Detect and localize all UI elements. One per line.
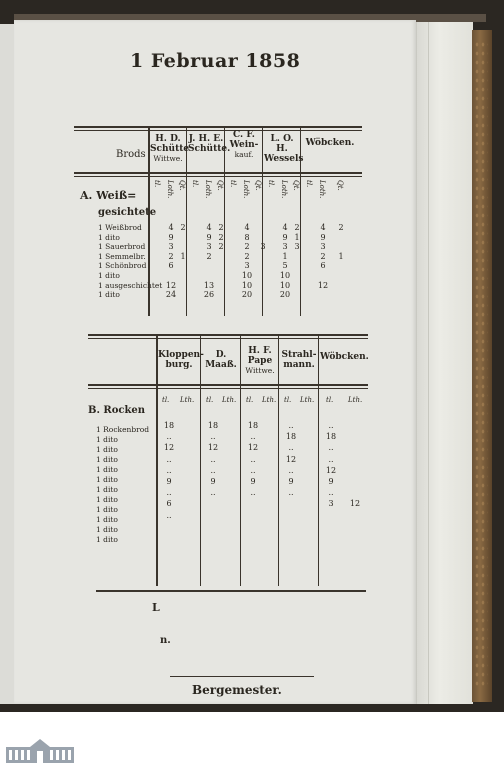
table-cell: 6 [166, 499, 172, 509]
unit-label: Lth. [262, 396, 277, 404]
unit-label: tl. [267, 180, 275, 188]
table-cell: 2 [244, 242, 250, 252]
table-cell: 12 [325, 465, 337, 475]
unit-label: tl. [153, 180, 161, 188]
table-b-col-line [318, 334, 319, 586]
table-cell: 2 [168, 251, 174, 261]
footer-area [0, 712, 504, 767]
table-cell: 3 [260, 242, 266, 252]
row-label: 1 dito [96, 505, 118, 514]
table-cell: 18 [285, 432, 297, 442]
unit-label: tl. [229, 180, 237, 188]
unit-label: Qt. [292, 180, 300, 191]
table-cell: 10 [241, 271, 253, 280]
unit-label: Loth. [204, 180, 212, 199]
row-label: 1 dito [96, 525, 118, 534]
page-fold-line [428, 22, 429, 704]
table-cell: 1 [338, 251, 344, 261]
table-cell: 4 [168, 223, 174, 232]
table-cell: .. [166, 488, 172, 498]
table-cell: 9 [210, 477, 216, 486]
table-a-header-rule [74, 172, 362, 174]
table-cell: 2 [320, 251, 326, 261]
table-cell: 9 [288, 477, 294, 486]
table-cell: 24 [165, 290, 177, 300]
column-header: D. Maaß. [205, 350, 237, 370]
table-cell: 18 [207, 421, 219, 430]
table-cell: 26 [203, 290, 215, 300]
table-cell: 13 [203, 280, 215, 290]
unit-label: Qt. [336, 180, 344, 191]
brods-label: Brods [116, 149, 146, 160]
row-label: 1 dito [96, 535, 118, 544]
table-cell: .. [250, 432, 256, 442]
table-cell: .. [166, 510, 172, 520]
table-cell: 4 [244, 223, 250, 232]
table-cell: 1 [180, 251, 186, 261]
table-b-top-rule [88, 334, 368, 336]
unit-label: Lth. [300, 396, 315, 404]
table-cell: 4 [282, 223, 288, 232]
table-cell: 12 [317, 280, 329, 290]
row-label: 1 dito [96, 515, 118, 524]
table-cell: 18 [163, 421, 175, 430]
table-cell: .. [288, 465, 294, 475]
letter-l: L [152, 601, 160, 614]
table-cell: 18 [247, 421, 259, 430]
column-header: Wöbcken. [320, 352, 369, 362]
column-header: C. F. Wein- kauf. [229, 130, 259, 159]
table-a-top-rule [74, 126, 362, 128]
table-cell: 18 [325, 432, 337, 442]
unit-label: tl. [246, 396, 254, 404]
table-cell: 2 [206, 251, 212, 261]
table-cell: 2 [180, 223, 186, 232]
row-label: 1 Rockenbrod [96, 425, 150, 434]
unit-label: tl. [284, 396, 292, 404]
unit-label: Qt. [254, 180, 262, 191]
table-b-col-line [200, 334, 201, 586]
row-label: 1 dito [96, 475, 118, 484]
row-label: 1 dito [96, 455, 118, 464]
table-cell: 9 [282, 232, 288, 242]
table-cell: .. [250, 454, 256, 464]
section-a-title: A. Weiß= [80, 189, 137, 202]
table-cell: .. [210, 488, 216, 498]
row-label: 1 dito [98, 232, 120, 242]
column-header: Strahl- mann. [281, 350, 317, 370]
column-header: H. F. Pape Wittwe. [245, 346, 275, 375]
column-header: Kloppen- burg. [158, 350, 204, 370]
table-cell: 12 [349, 499, 361, 509]
table-cell: 4 [320, 223, 326, 232]
table-cell: .. [210, 432, 216, 442]
library-building-logo [6, 739, 74, 763]
page-fold [416, 22, 473, 704]
table-cell: 6 [168, 261, 174, 271]
row-label: 1 dito [96, 435, 118, 444]
table-cell: .. [210, 465, 216, 475]
table-b-bottom-rule [96, 590, 366, 592]
table-cell: .. [210, 454, 216, 464]
unit-label: tl. [162, 396, 170, 404]
unit-label: Loth. [166, 180, 174, 199]
table-cell: 3 [320, 242, 326, 252]
column-header: Wöbcken. [305, 138, 355, 148]
table-cell: 10 [279, 271, 291, 280]
table-a-col-line [262, 126, 263, 316]
unit-label: Loth. [280, 180, 288, 199]
table-cell: 2 [244, 251, 250, 261]
unit-label: tl. [191, 180, 199, 188]
table-cell: 20 [241, 290, 253, 300]
row-label: 1 dito [96, 465, 118, 474]
table-cell: 10 [241, 280, 253, 290]
row-label: 1 dito [96, 495, 118, 504]
table-cell: .. [166, 454, 172, 464]
table-cell: .. [328, 488, 334, 498]
table-cell: 5 [282, 261, 288, 271]
table-cell: 3 [244, 261, 250, 271]
unit-label: Lth. [180, 396, 195, 404]
unit-label: Qt. [178, 180, 186, 191]
table-cell: 1 [294, 232, 300, 242]
table-cell: 12 [165, 280, 177, 290]
row-label: 1 ausgeschichtet [98, 280, 163, 290]
table-cell: 2 [294, 223, 300, 232]
table-cell: .. [328, 443, 334, 453]
table-cell: 3 [282, 242, 288, 252]
table-cell: .. [250, 465, 256, 475]
table-b-col-line [278, 334, 279, 586]
unit-label: Lth. [348, 396, 363, 404]
row-label: 1 Sauerbrod [98, 242, 146, 252]
row-label: 1 Weißbrod [98, 223, 142, 232]
unit-label: tl. [305, 180, 313, 188]
table-cell: 3 [168, 242, 174, 252]
table-cell: 10 [279, 280, 291, 290]
table-cell: 3 [328, 499, 334, 509]
column-header: H. D. Schütte Wittwe. [150, 134, 190, 163]
table-cell: 12 [207, 443, 219, 453]
section-a-subtitle: gesichtete [98, 207, 157, 218]
table-b-header-rule [88, 384, 368, 386]
section-b-title: B. Rocken [88, 405, 146, 416]
letter-n: n. [160, 635, 171, 646]
table-cell: 3 [206, 242, 212, 252]
table-cell: 20 [279, 290, 291, 300]
row-label: 1 dito [96, 445, 118, 454]
table-b-top-rule-2 [88, 338, 368, 339]
unit-label: Qt. [216, 180, 224, 191]
table-cell: 12 [247, 443, 259, 453]
table-cell: 9 [320, 232, 326, 242]
table-cell: 12 [285, 454, 297, 464]
unit-label: Loth. [242, 180, 250, 199]
signature: Bergemester. [192, 683, 282, 697]
spine-texture [474, 40, 488, 690]
table-cell: .. [166, 432, 172, 442]
table-cell: 8 [244, 232, 250, 242]
table-cell: .. [250, 488, 256, 498]
row-label: 1 Semmelbr. [98, 251, 146, 261]
table-cell: 4 [206, 223, 212, 232]
table-cell: .. [166, 465, 172, 475]
table-cell: 1 [282, 251, 288, 261]
table-cell: 3 [294, 242, 300, 252]
table-a-col-line [186, 126, 187, 316]
table-cell: 2 [218, 223, 224, 232]
unit-label: tl. [206, 396, 214, 404]
row-label: 1 dito [98, 271, 120, 280]
table-a-header-rule-2 [74, 176, 362, 177]
row-label: 1 Schönbrod [98, 261, 147, 271]
unit-label: Lth. [222, 396, 237, 404]
table-cell: 9 [166, 477, 172, 486]
table-cell: 2 [218, 242, 224, 252]
table-a-top-rule-2 [74, 130, 362, 131]
table-b-header-rule-2 [88, 388, 368, 389]
page-title: 1 Februar 1858 [130, 50, 301, 72]
table-cell: 9 [168, 232, 174, 242]
table-cell: 6 [320, 261, 326, 271]
table-a-col-line [224, 126, 225, 316]
table-cell: 9 [250, 477, 256, 486]
table-cell: 2 [338, 223, 344, 232]
row-label: 1 dito [96, 485, 118, 494]
table-cell: .. [288, 443, 294, 453]
table-cell: .. [328, 421, 334, 430]
left-page-edge [0, 24, 14, 704]
table-cell: 9 [206, 232, 212, 242]
signature-rule [170, 676, 314, 677]
column-header: J. H. E. Schütte. [188, 134, 231, 154]
table-cell: 2 [218, 232, 224, 242]
unit-label: tl. [326, 396, 334, 404]
table-cell: .. [288, 488, 294, 498]
table-cell: 9 [328, 477, 334, 486]
table-cell: .. [288, 421, 294, 430]
row-label: 1 dito [98, 290, 120, 300]
table-cell: 12 [163, 443, 175, 453]
column-header: L. O. H. Wessels [264, 134, 304, 164]
table-cell: .. [328, 454, 334, 464]
unit-label: Loth. [318, 180, 326, 199]
table-b-col-line [240, 334, 241, 586]
table-b-divider [156, 334, 158, 586]
